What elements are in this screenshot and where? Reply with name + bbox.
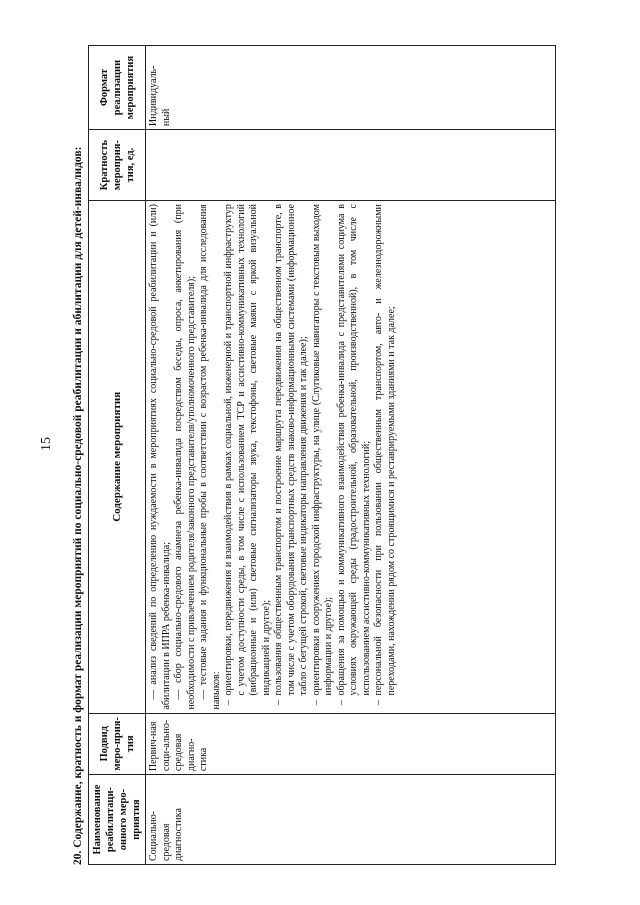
section-heading: 20. Содержание, кратность и формат реализации мероприятий по социально-средовой реабилитации и абилитации для детей-инвалидов:: [72, 146, 84, 865]
content-subitem: – обращения за помощью и коммуникативного взаимодействия ребенка-инвалида с представителями социума в условиях окружающей среды (градостроительной, образовательной, производственной), в том числе с использованием ассистивно-коммуникативных технологий;: [335, 204, 372, 706]
content-item: — сбор социально-средового анамнеза ребенка-инвалида посредством беседы, опроса, анкетирования (при необходимости с привлечением родителя/законного представителя/уполномоченного представителя);: [173, 204, 197, 710]
measure-subtype: Первич-ная соци-ально-средовая диагно-стика: [146, 713, 556, 775]
table-header-row: [89, 46, 146, 865]
page-number: 15: [39, 437, 54, 451]
header-multiplicity: Кратность меропрня-тия, ед.: [89, 130, 146, 201]
measure-content: [146, 201, 556, 713]
content-item: — анализ сведений по определению нуждаемости в мероприятиях социально-средовой реабилитации и (или) абилитации в ИПРА ребенка-инвалида;: [148, 204, 172, 710]
content-subitem: – ориентировки, передвижения и взаимодействия в рамках социальной, инженерной и транспортной инфраструктур с учетом доступности среды, в том числе с использованием ТСР и ассистивно-коммуникативных технологий (вибрационные и (или) световые сигнализаторы звука, текстофоны, световые маяки с яркой визуальной индикацией и другое);: [223, 204, 272, 706]
measure-name: Социально-средовая диагностика: [146, 775, 556, 865]
header-content: Содержание мероприятия: [89, 201, 146, 713]
content-subitem: – персональной безопасности при пользовании общественным транспортом, авто- и железнодорожными переходами, нахождении рядом со строящимися и реставрируемыми зданиями и так далее;: [373, 204, 397, 706]
table-row: [146, 46, 556, 865]
content-subitem: – пользования общественным транспортом и построение маршрута передвижения на общественном транспорте, в том числе с учетом оборудования транспортных средств знаково-информационными системами (информационное табло с бегущей строкой, световые индикаторы направления движения и так далее);: [273, 204, 309, 706]
measures-table: [88, 45, 556, 865]
content-item: — тестовые задания и функциональные пробы в соответствии с возрастом ребенка-инвалида для исследования навыков:: [198, 204, 222, 710]
document-page: [72, 45, 567, 865]
header-name: Наименование реабилитаци-онного меро-приятия: [89, 775, 146, 865]
measure-format: Индивидуаль-ный: [146, 46, 556, 130]
measure-multiplicity: [146, 130, 556, 201]
header-format: Формат реализации мероприятия: [89, 46, 146, 130]
content-subitem: – ориентировки в сооружениях городской инфраструктуры, на улице (Слугиковые навигаторы с текстовым выходом информации и другое);: [310, 204, 334, 706]
header-subtype: Подвид меро-прия-тия: [89, 713, 146, 775]
